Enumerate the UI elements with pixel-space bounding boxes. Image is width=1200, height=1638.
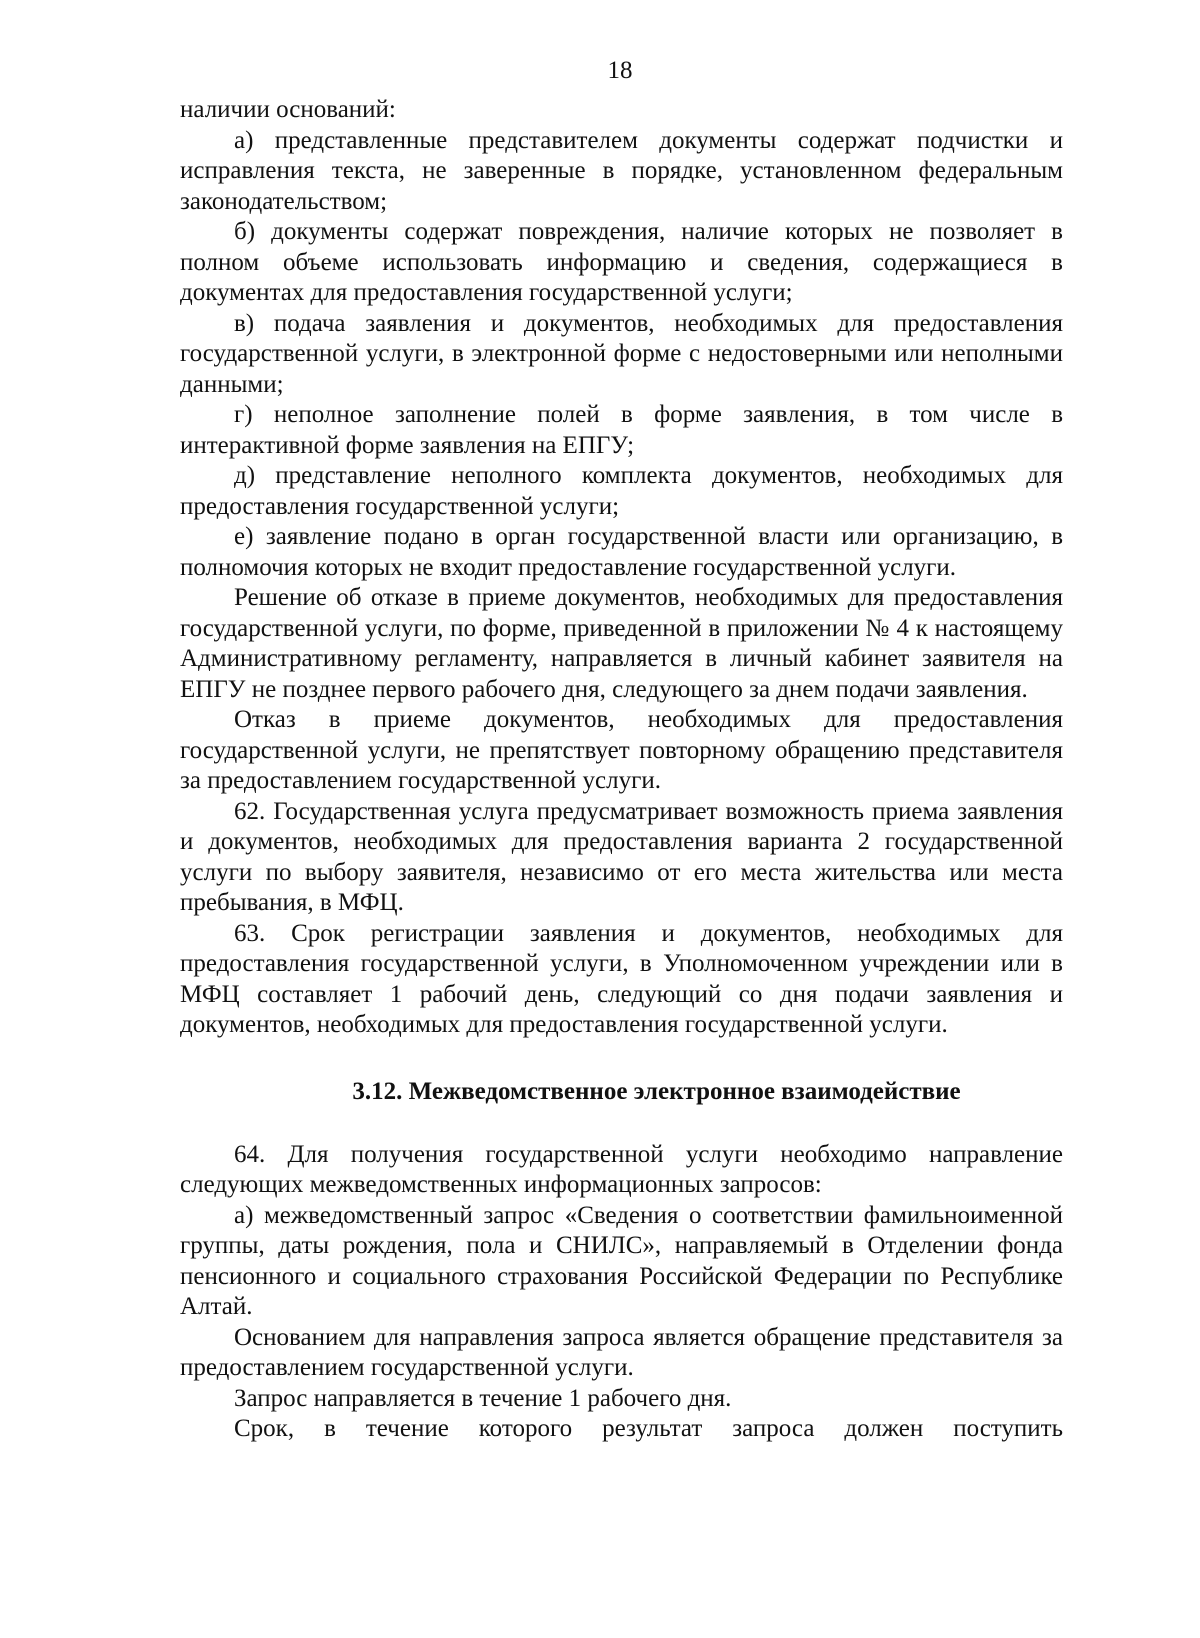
section-heading: 3.12. Межведомственное электронное взаимодействие	[352, 1077, 961, 1105]
list-item-g: г) неполное заполнение полей в форме заявления, в том числе в интерактивной форме заявления на ЕПГУ;	[180, 401, 1063, 459]
list-item-a: а) представленные представителем документы содержат подчистки и исправления текста, не заверенные в порядке, установленном федеральным законодательством;	[180, 126, 1063, 215]
paragraph-refusal-no-obstacle: Отказ в приеме документов, необходимых для предоставления государственной услуги, не препятствует повторному обращению представителя за предоставлением государственной услуги.	[180, 706, 1063, 794]
paragraph-refusal-decision: Решение об отказе в приеме документов, необходимых для предоставления государственной услуги, по форме, приведенной в приложении № 4 к настоящему Административному регламенту, направляется в личный кабинет заявителя на ЕПГУ не позднее первого рабочего дня, следующего за днем подачи заявления.	[180, 584, 1063, 703]
list-item-d: д) представление неполного комплекта документов, необходимых для предоставления государственной услуги;	[180, 462, 1063, 520]
list-item-b: б) документы содержат повреждения, наличие которых не позволяет в полном объеме использовать информацию и сведения, содержащиеся в документах для предоставления государственной услуги;	[180, 218, 1063, 306]
paragraph-request-basis: Основанием для направления запроса является обращение представителя за предоставлением государственной услуги.	[180, 1323, 1063, 1381]
document-body	[180, 95, 1063, 1445]
page-number: 18	[607, 57, 633, 84]
paragraph-62: 62. Государственная услуга предусматривает возможность приема заявления и документов, необходимых для предоставления варианта 2 государственной услуги по выбору заявителя, независимо от его места жительства или места пребывания, в МФЦ.	[180, 797, 1063, 916]
paragraph-result-deadline: Срок, в течение которого результат запроса должен поступить	[234, 1415, 1063, 1442]
list-item-v: в) подача заявления и документов, необходимых для предоставления государственной услуги, в электронной форме с недостоверными или неполными данными;	[180, 309, 1063, 398]
paragraph-request-timing: Запрос направляется в течение 1 рабочего дня.	[234, 1384, 732, 1412]
paragraph-continuation: наличии оснований:	[180, 96, 396, 123]
paragraph-63: 63. Срок регистрации заявления и документов, необходимых для предоставления государственной услуги, в Уполномоченном учреждении или в МФЦ составляет 1 рабочий день, следующий со дня подачи заявления и документов, необходимых для предоставления государственной услуги.	[180, 919, 1063, 1038]
paragraph-64: 64. Для получения государственной услуги необходимо направление следующих межведомственных информационных запросов:	[180, 1140, 1063, 1198]
list-item-e: е) заявление подано в орган государственной власти или организацию, в полномочия которых не входит предоставление государственной услуги.	[180, 523, 1063, 581]
list-item-a-request: а) межведомственный запрос «Сведения о соответствии фамильноименной группы, даты рождения, пола и СНИЛС», направляемый в Отделении фонда пенсионного и социального страхования Российской Федерации по Республике Алтай.	[180, 1201, 1063, 1320]
